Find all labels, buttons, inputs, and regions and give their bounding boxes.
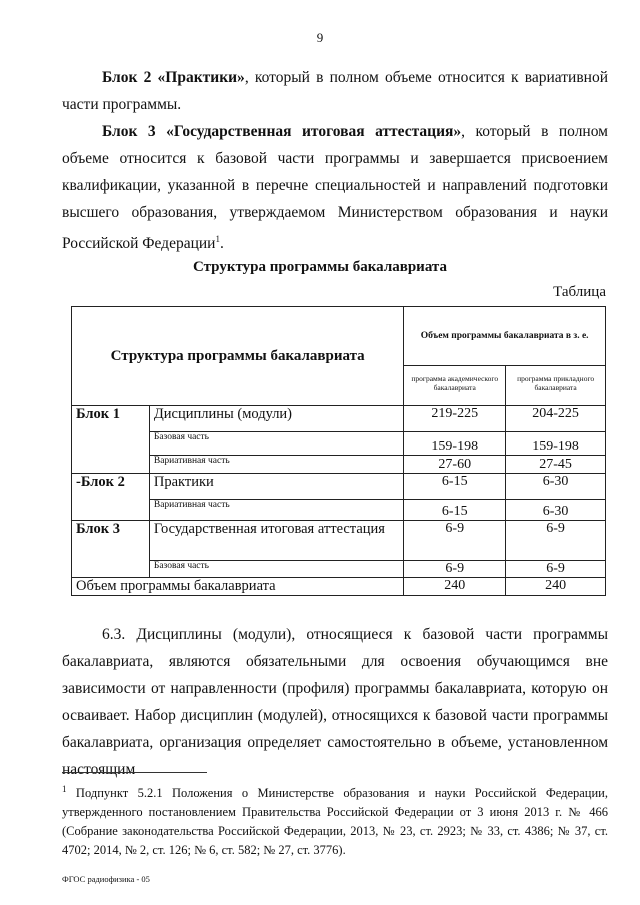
row-applied: 6-30 (506, 500, 606, 521)
total-academic: 240 (404, 578, 506, 596)
total-applied: 240 (506, 578, 606, 596)
row-academic: 6-15 (404, 474, 506, 500)
row-academic: 6-15 (404, 500, 506, 521)
row-applied: 6-9 (506, 521, 606, 561)
table-total-row (72, 578, 606, 596)
table-row (72, 432, 606, 456)
table-row (72, 500, 606, 521)
footnote (62, 780, 608, 860)
block-3-text: , который в полном объеме относится к базовой части программы и завершается присвоением квалификации, указанной в перечне специальностей и направлений подготовки высшего образования, утверждаемом Министерством образования и науки Российской Федерации (62, 123, 608, 253)
paragraph-6-3: 6.3. Дисциплины (модули), относящиеся к базовой части программы бакалавриата, являются обязательными для освоения обучающимся вне зависимости от направленности (профиля) программы бакалавриата, которую он осваивает. Набор дисциплин (модулей), относящихся к базовой части программы бакалавриата, организация определяет самостоятельно в объеме, установленном настоящим (62, 626, 608, 778)
row-block-label: Блок 1 (72, 406, 150, 474)
table-row (72, 456, 606, 474)
row-applied: 6-30 (506, 474, 606, 500)
row-block-label: Блок 3 (72, 521, 150, 578)
row-block-label: -Блок 2 (72, 474, 150, 521)
footnote-text: Подпункт 5.2.1 Положения о Министерстве образования и науки Российской Федерации, утвержденного постановлением Правительства Российской Федерации от 3 июня 2013 г. № 466 (Собрание законодательства Российской Федерации, 2013, № 23, ст. 2923; № 33, ст. 4386; № 37, ст. 4702; 2014, № 2, ст. 126; № 6, ст. 582; № 27, ст. 3776). (62, 786, 608, 858)
footnote-reference[interactable]: 1 (215, 234, 220, 244)
row-name: Вариативная часть (149, 500, 403, 521)
total-label: Объем программы бакалавриата (72, 578, 404, 596)
row-name: Дисциплины (модули) (149, 406, 403, 432)
footer-label: ФГОС радиофизика - 05 (62, 874, 150, 884)
block-2-title: Блок 2 «Практики» (102, 69, 245, 86)
row-applied: 27-45 (506, 456, 606, 474)
footnote-divider (62, 772, 207, 773)
table-caption: Таблица (553, 284, 606, 300)
row-academic: 159-198 (404, 432, 506, 456)
block-3-title: Блок 3 «Государственная итоговая аттестация» (102, 123, 462, 140)
table-header-row (72, 307, 606, 366)
structure-table (71, 306, 606, 596)
row-academic: 6-9 (404, 561, 506, 578)
row-applied: 6-9 (506, 561, 606, 578)
row-academic: 27-60 (404, 456, 506, 474)
row-name: Базовая часть (149, 561, 403, 578)
table-row (72, 561, 606, 578)
row-academic: 219-225 (404, 406, 506, 432)
table-row (72, 521, 606, 561)
row-applied: 159-198 (506, 432, 606, 456)
row-name: Практики (149, 474, 403, 500)
header-academic: программа академического бакалавриата (404, 366, 506, 406)
row-name: Государственная итоговая аттестация (149, 521, 403, 561)
table-row (72, 474, 606, 500)
block-2-text: , который в полном объеме относится к вариативной части программы. (62, 69, 609, 113)
header-applied: программа прикладного бакалавриата (506, 366, 606, 406)
block-3-text-end: . (219, 235, 224, 253)
row-applied: 204-225 (506, 406, 606, 432)
paragraph-block-3 (62, 118, 608, 257)
table-title: Структура программы бакалавриата (193, 259, 447, 275)
row-name: Базовая часть (149, 432, 403, 456)
paragraph-block-2 (62, 64, 608, 118)
footnote-mark: 1 (62, 784, 67, 794)
row-academic: 6-9 (404, 521, 506, 561)
row-name: Вариативная часть (149, 456, 403, 474)
header-volume: Объем программы бакалавриата в з. е. (404, 307, 606, 366)
table-row (72, 406, 606, 432)
page-number: 9 (316, 30, 324, 45)
header-structure: Структура программы бакалавриата (72, 307, 404, 406)
